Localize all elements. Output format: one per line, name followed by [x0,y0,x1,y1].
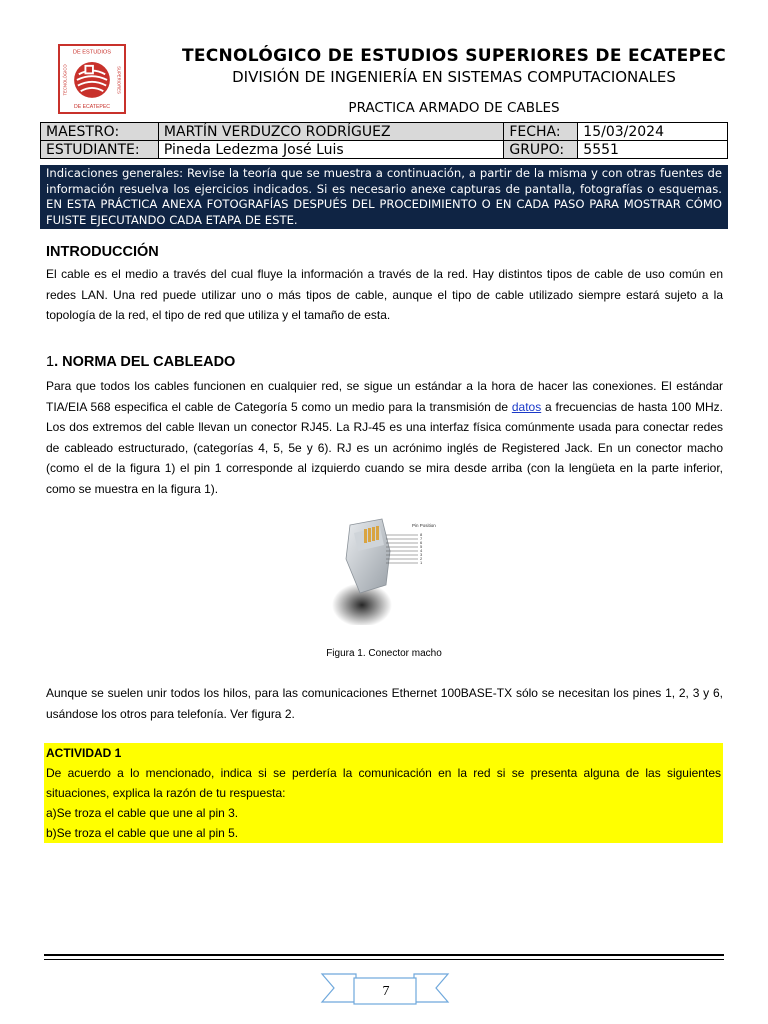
svg-text:1: 1 [420,560,423,565]
logo-emblem-icon [60,46,124,112]
svg-text:3: 3 [420,552,423,557]
section1-heading [46,354,235,370]
activity-text: De acuerdo a lo mencionado, indica si se perdería la comunicación en la red si se presenta alguna de las siguientes situaciones, explica la razón de tu respuesta: [46,766,721,800]
fecha-label: FECHA: [504,123,578,141]
figure-caption: Figura 1. Conector macho [326,648,442,659]
maestro-label: MAESTRO: [41,123,159,141]
activity-item-a: a)Se troza el cable que une al pin 3. [46,806,239,820]
table-row [41,141,728,159]
svg-text:6: 6 [420,540,423,545]
section1-title: . NORMA DEL CABLEADO [54,354,236,370]
activity-box [44,743,723,843]
institution-logo [58,44,126,114]
rj45-connector-icon [320,515,444,625]
info-table [40,122,728,159]
svg-text:TECNOLÓGICO: TECNOLÓGICO [62,64,68,96]
footer-divider [44,954,724,956]
section1-text [46,376,723,499]
datos-link[interactable]: datos [511,399,542,414]
svg-text:2: 2 [420,556,423,561]
section1-text-a: Para que todos los cables funcionen en cualquier red, se sigue un estándar a la hora de hacer las conexiones. El estándar TIA/EIA 568 especifica el cable de Categoría 5 como un medio para la transmisión de [46,379,723,414]
estudiante-value: Pineda Ledezma José Luis [158,141,503,159]
section1-number: 1 [46,354,55,370]
section1-text-b: a frecuencias de hasta 100 MHz. Los dos extremos del cable llevan un conector RJ45. La RJ-45 es una interfaz física comúnmente usada para conectar redes de cableado estructurado, (categorías 4, 5, 5e y 6). RJ es un acrónimo inglés de Registered Jack. En un conector macho (como el de la figura 1) el pin 1 corresponde al izquierdo cuando se mira desde arriba (con la lengüeta en la parte inferior, como se muestra en la figura 1). [46,399,723,496]
intro-heading: INTRODUCCIÓN [46,244,159,260]
svg-text:4: 4 [420,548,423,553]
svg-text:DE ECATEPEC: DE ECATEPEC [73,104,111,111]
page-number: 7 [382,984,390,999]
intro-text: El cable es el medio a través del cual fluye la información a través de la red. Hay distintos tipos de cable de uso común en redes LAN. Una red puede utilizar uno o más tipos de cable, aunque el tipo de cable utilizado siempre estará sujeto a la topología de la red, el tipo de red que utiliza y el tamaño de esta. [46,267,723,322]
institution-title: TECNOLÓGICO DE ESTUDIOS SUPERIORES DE ECATEPEC [181,46,727,66]
estudiante-label: ESTUDIANTE: [41,141,159,159]
practice-title: PRACTICA ARMADO DE CABLES [348,100,560,116]
rj45-connector-figure [320,515,444,625]
activity-item-b: b)Se troza el cable que une al pin 5. [46,826,239,840]
svg-text:5: 5 [420,544,423,549]
svg-text:DE ESTUDIOS: DE ESTUDIOS [72,49,112,56]
svg-text:Pin Position: Pin Position [412,523,436,528]
grupo-label: GRUPO: [504,141,578,159]
division-title: DIVISIÓN DE INGENIERÍA EN SISTEMAS COMPUTACIONALES [232,68,676,86]
svg-text:7: 7 [420,536,423,541]
grupo-value: 5551 [578,141,728,159]
svg-text:8: 8 [420,532,423,537]
table-row [41,123,728,141]
general-indications: Indicaciones generales: Revise la teoría que se muestra a continuación, a partir de la misma y con otras fuentes de información resuelva los ejercicios indicados. Si es necesario anexe capturas de pantalla, fotografías o esquemas. EN ESTA PRÁCTICA ANEXA FOTOGRAFÍAS DESPUÉS DEL PROCEDIMIENTO O EN CADA PASO PARA MOSTRAR CÓMO FUISTE EJECUTANDO CADA ETAPA DE ESTE. [40,165,728,229]
activity-title: ACTIVIDAD 1 [46,746,122,760]
svg-text:SUPERIORES: SUPERIORES [116,66,122,94]
maestro-value: MARTÍN VERDUZCO RODRÍGUEZ [158,123,503,141]
footer-divider-thin [44,959,724,960]
fecha-value: 15/03/2024 [578,123,728,141]
ethernet-paragraph: Aunque se suelen unir todos los hilos, para las comunicaciones Ethernet 100BASE-TX sólo se necesitan los pines 1, 2, 3 y 6, usándose los otros para telefonía. Ver figura 2. [46,686,723,721]
